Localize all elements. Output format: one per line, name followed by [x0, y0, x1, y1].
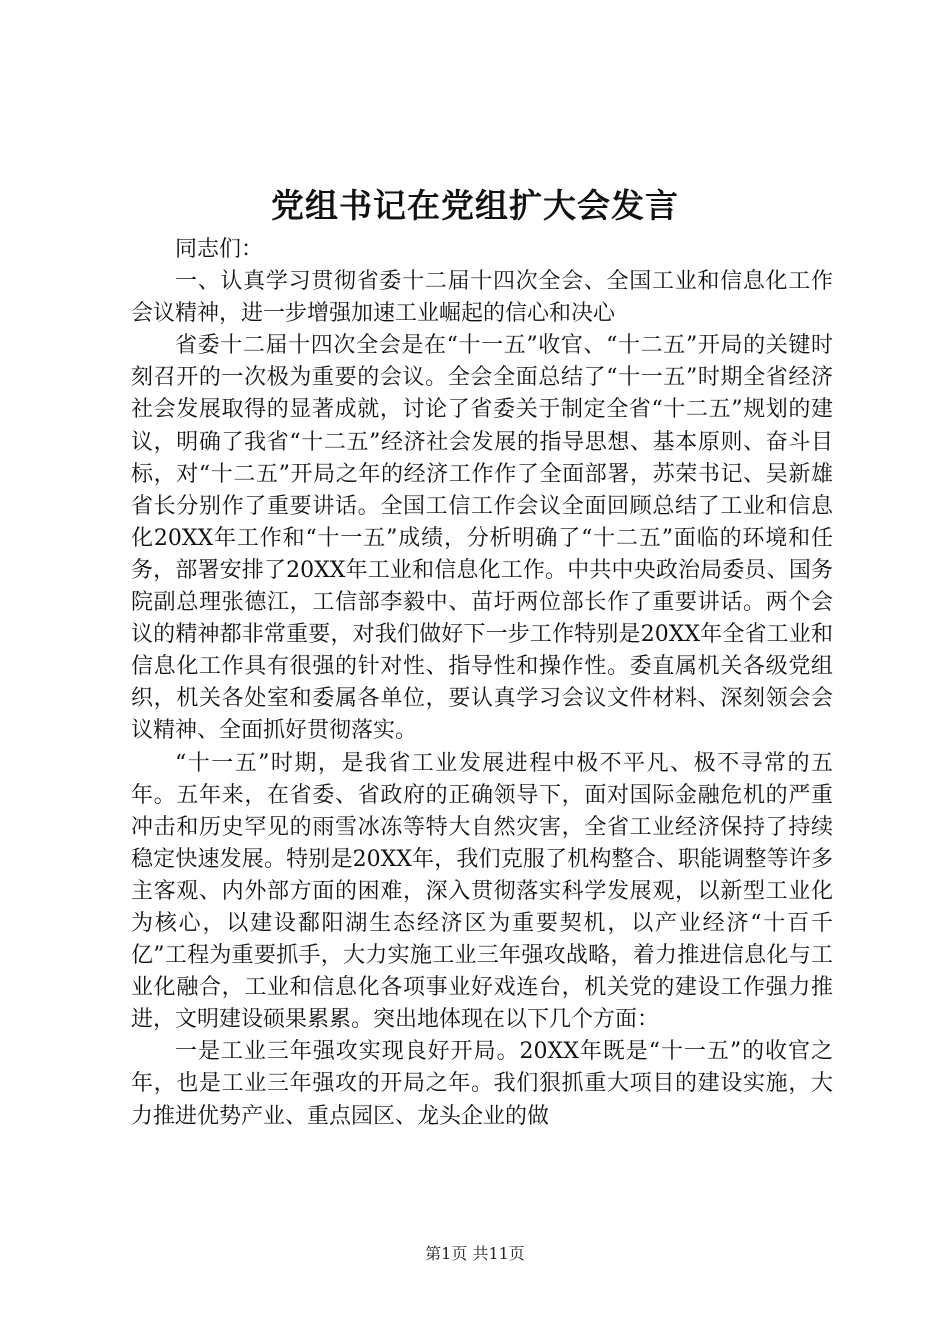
body-paragraph: 省委十二届十四次全会是在“十一五”收官、“十二五”开局的关键时刻召开的一次极为重要的会议。全会全面总结了“十一五”时期全省经济社会发展取得的显著成就，讨论了省委关于制定全省“十二五”规划的建议，明确了我省“十二五”经济社会发展的指导思想、基本原则、奋斗目标，对“十二五”开局之年的经济工作作了全面部署，苏荣书记、吴新雄省长分别作了重要讲话。全国工信工作会议全面回顾总结了工业和信息化20XX年工作和“十一五”成绩，分析明确了“十二五”面临的环境和任务，部署安排了20XX年工业和信息化工作。中共中央政治局委员、国务院副总理张德江，工信部李毅中、苗圩两位部长作了重要讲话。两个会议的精神都非常重要，对我们做好下一步工作特别是20XX年全省工业和信息化工作具有很强的针对性、指导性和操作性。委直属机关各级党组织，机关各处室和委属各单位，要认真学习会议文件材料、深刻领会会议精神、全面抓好贯彻落实。	[131, 333, 833, 744]
body-paragraph: 一是工业三年强攻实现良好开局。20XX年既是“十一五”的收官之年，也是工业三年强攻的开局之年。我们狠抓重大项目的建设实施，大力推进优势产业、重点园区、龙头企业的做	[131, 1039, 833, 1129]
body-paragraph: “十一五”时期，是我省工业发展进程中极不平凡、极不寻常的五年。五年来，在省委、省政府的正确领导下，面对国际金融危机的严重冲击和历史罕见的雨雪冰冻等特大自然灾害，全省工业经济保持了持续稳定快速发展。特别是20XX年，我们克服了机构整合、职能调整等许多主客观、内外部方面的困难，深入贯彻落实科学发展观，以新型工业化为核心，以建设鄱阳湖生态经济区为重要契机，以产业经济“十百千亿”工程为重要抓手，大力实施工业三年强攻战略，着力推进信息化与工业化融合，工业和信息化各项事业好戏连台，机关党的建设工作强力推进，文明建设硕果累累。突出地体现在以下几个方面：	[131, 750, 833, 1033]
section-heading-paragraph: 一、认真学习贯彻省委十二届十四次全会、全国工业和信息化工作会议精神，进一步增强加速工业崛起的信心和决心	[131, 269, 833, 327]
salutation-paragraph: 同志们：	[175, 237, 264, 262]
page-title: 党组书记在党组扩大会发言	[271, 186, 679, 225]
document-body	[131, 234, 833, 1133]
page-number-footer: 第1页 共11页	[425, 1244, 525, 1263]
